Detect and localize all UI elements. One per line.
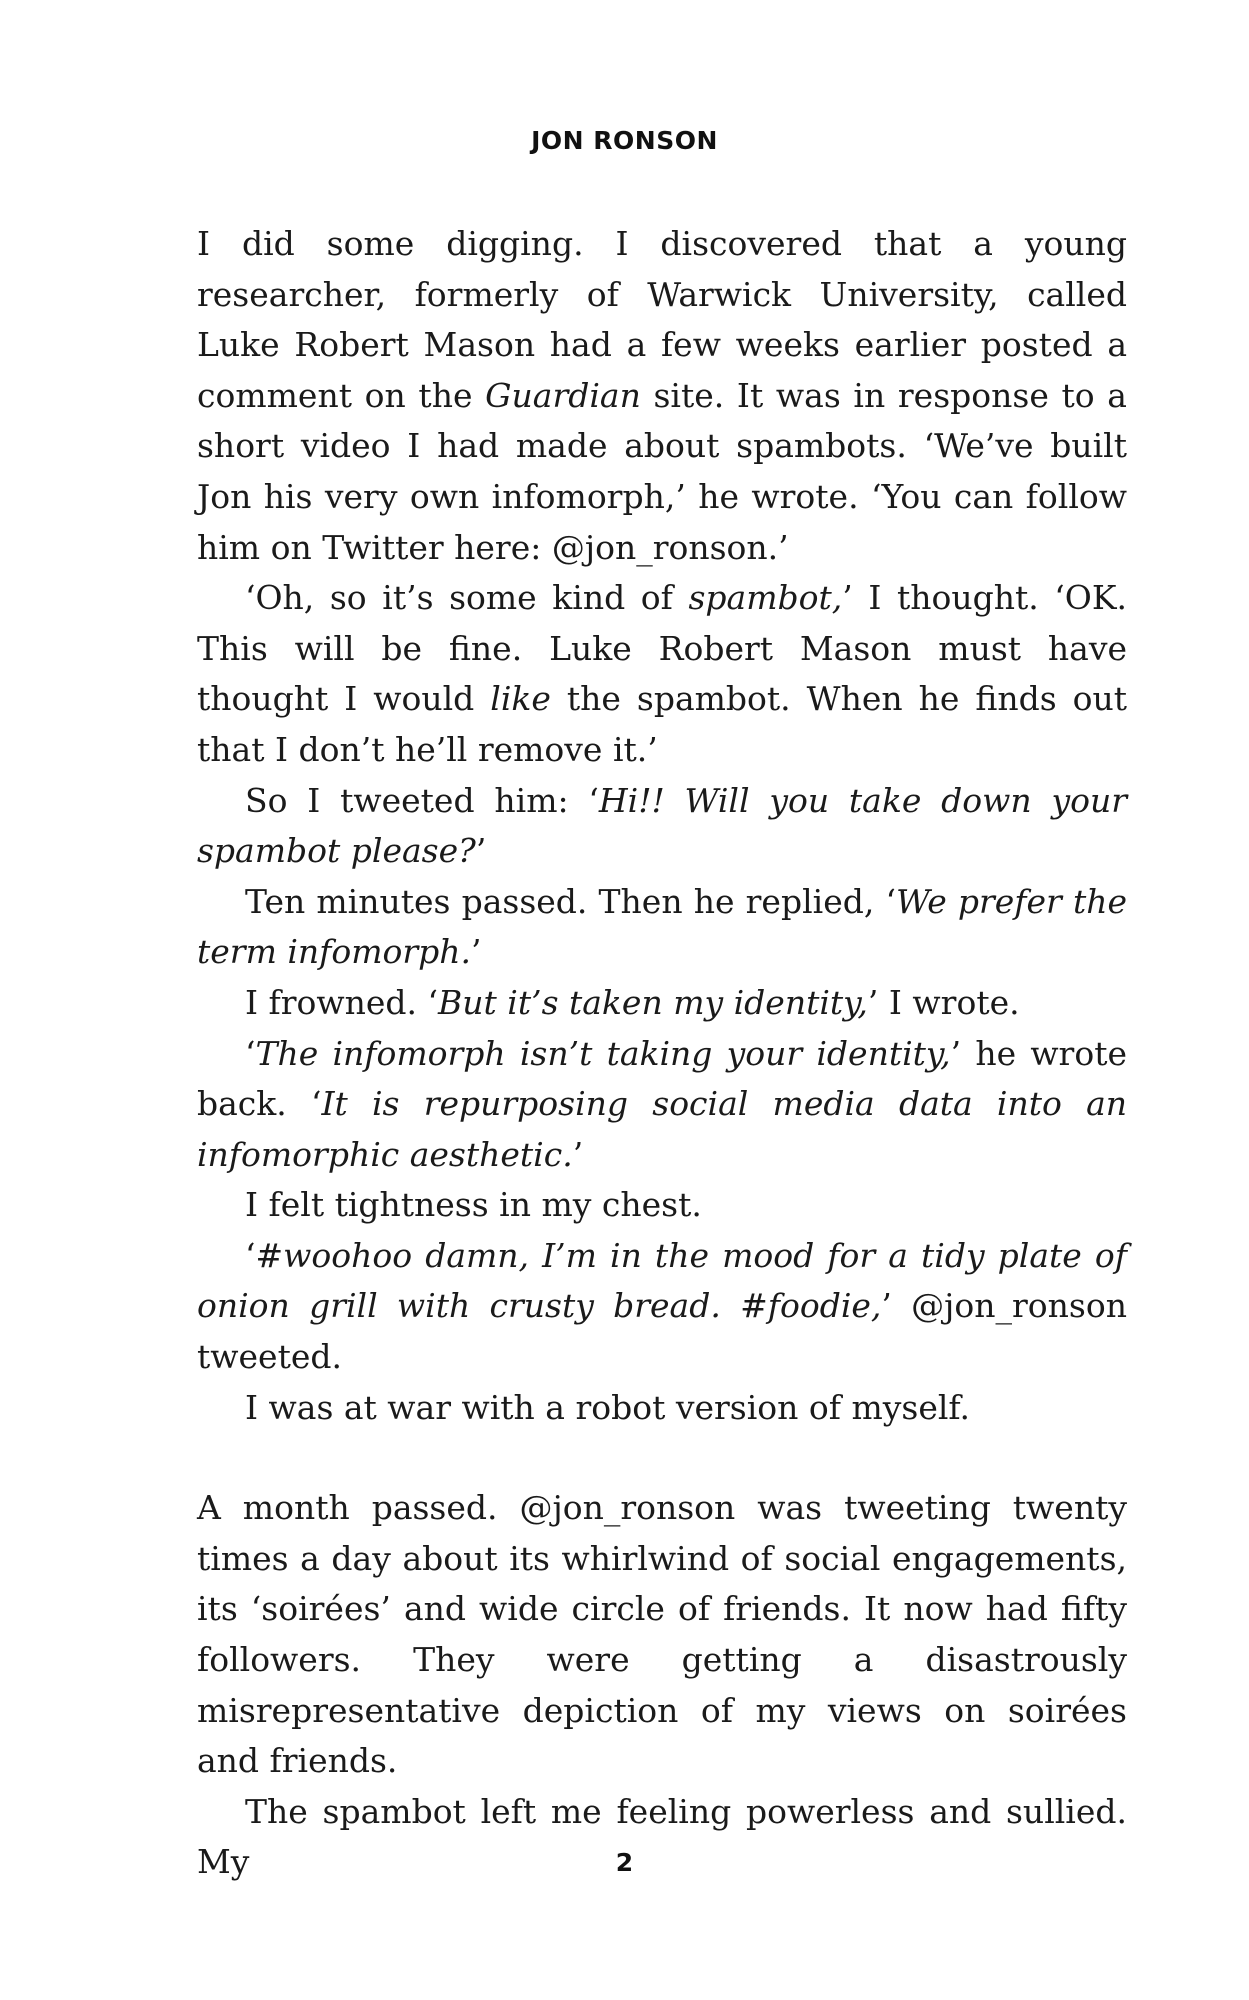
paragraph-10: A month passed. @jon_ronson was tweeting twenty times a day about its whirlwind of social engagements, its ‘soirées’ and wide circle of friends. It now had fifty followers. They were getting a disastrously misrepresentative depiction of my views on soirées and friends. [197, 1488, 1127, 1781]
running-header-author: JON RONSON [531, 126, 718, 155]
paragraph-4: Ten minutes passed. Then he replied, ‘We prefer the term infomorph.’ [197, 881, 1127, 972]
paragraph-1: I did some digging. I discovered that a young researcher, formerly of Warwick University, called Luke Robert Mason had a few weeks earlier posted a comment on the Guardian site. It was in response to a short video I had made about spambots. ‘We’ve built Jon his very own infomorph,’ he wrote. ‘You can follow him on Twitter here: @jon_ronson.’ [197, 224, 1127, 567]
paragraph-7: I felt tightness in my chest. [245, 1185, 702, 1225]
page-number: 2 [615, 1848, 634, 1877]
page-body [197, 219, 1127, 1888]
paragraph-8: ‘#woohoo damn, I’m in the mood for a tidy plate of onion grill with crusty bread. #foodie,’ @jon_ronson tweeted. [197, 1235, 1127, 1377]
paragraph-5: I frowned. ‘But it’s taken my identity,’ I wrote. [245, 982, 1020, 1022]
paragraph-6: ‘The infomorph isn’t taking your identity,’ he wrote back. ‘It is repurposing social media data into an infomorphic aesthetic.’ [197, 1033, 1127, 1174]
paragraph-11: The spambot left me feeling powerless and sullied. My [197, 1791, 1127, 1882]
paragraph-3: So I tweeted him: ‘Hi!! Will you take down your spambot please?’ [197, 780, 1127, 871]
paragraph-2: ‘Oh, so it’s some kind of spambot,’ I thought. ‘OK. This will be fine. Luke Robert Mason must have thought I would like the spambot. When he finds out that I don’t he’ll remove it.’ [197, 578, 1128, 769]
paragraph-9: I was at war with a robot version of myself. [245, 1387, 970, 1427]
